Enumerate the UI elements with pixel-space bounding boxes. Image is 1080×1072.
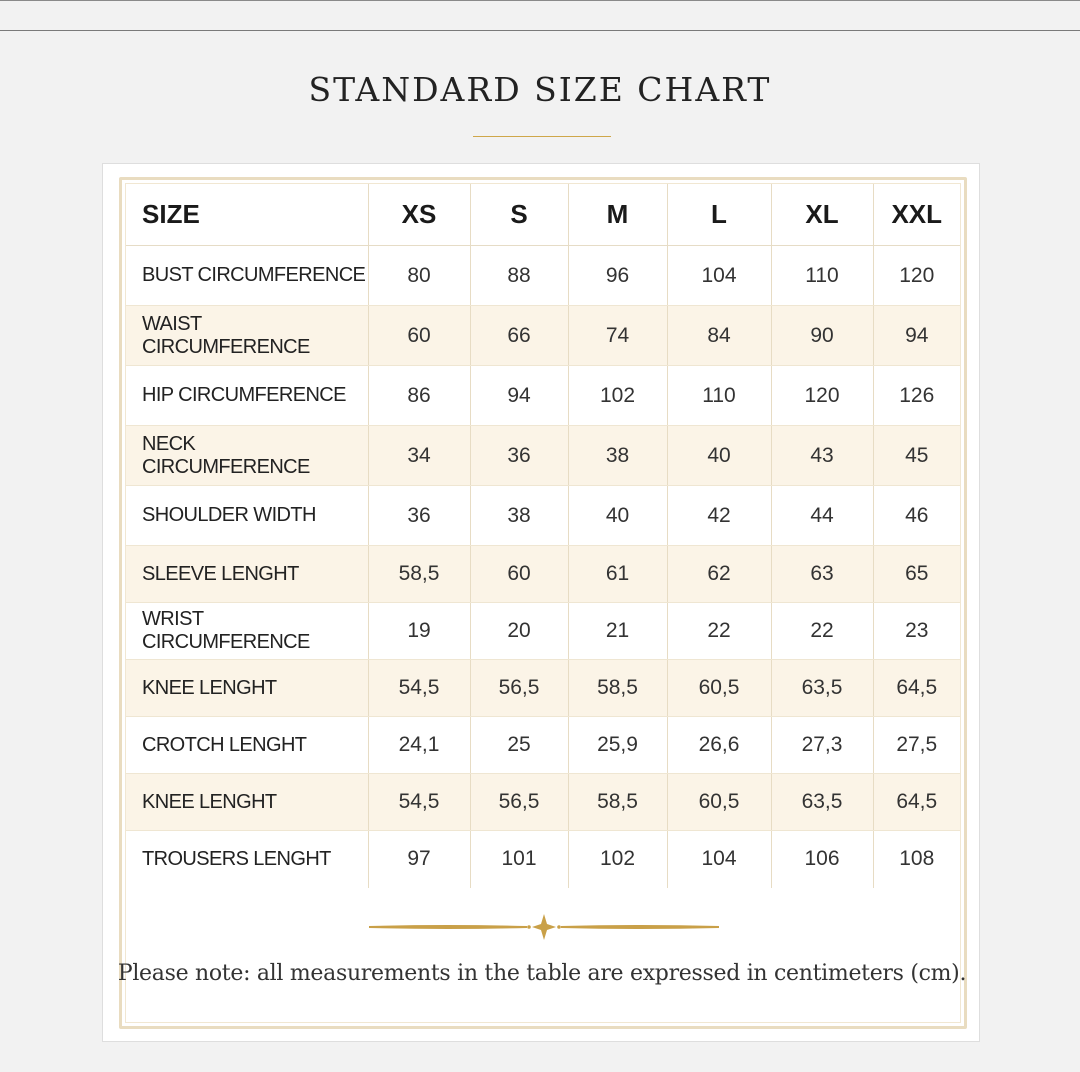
table-cell: 110 xyxy=(667,366,771,426)
table-cell: 43 xyxy=(771,426,873,486)
row-label: WRIST CIRCUMFERENCE xyxy=(126,603,368,660)
table-cell: 22 xyxy=(771,603,873,660)
table-row xyxy=(126,366,960,426)
table-cell: 27,5 xyxy=(873,717,960,774)
table-cell: 60,5 xyxy=(667,774,771,831)
header-l: L xyxy=(667,184,771,246)
table-cell: 104 xyxy=(667,831,771,888)
table-cell: 42 xyxy=(667,486,771,546)
table-cell: 97 xyxy=(368,831,470,888)
table-cell: 44 xyxy=(771,486,873,546)
table-cell: 26,6 xyxy=(667,717,771,774)
table-cell: 60,5 xyxy=(667,660,771,717)
ornament-divider-icon xyxy=(367,911,721,943)
size-chart-card xyxy=(102,163,980,1042)
table-cell: 90 xyxy=(771,306,873,366)
row-label: WAIST CIRCUMFERENCE xyxy=(126,306,368,366)
table-cell: 110 xyxy=(771,246,873,306)
table-cell: 54,5 xyxy=(368,774,470,831)
page-title: STANDARD SIZE CHART xyxy=(308,70,772,109)
table-cell: 64,5 xyxy=(873,660,960,717)
table-row xyxy=(126,603,960,660)
table-cell: 120 xyxy=(873,246,960,306)
header-xs: XS xyxy=(368,184,470,246)
table-cell: 63 xyxy=(771,546,873,603)
top-divider xyxy=(0,0,1080,1)
table-cell: 61 xyxy=(568,546,667,603)
measurement-note: Please note: all measurements in the table are expressed in centimeters (cm). xyxy=(117,961,967,986)
header-xl: XL xyxy=(771,184,873,246)
table-cell: 106 xyxy=(771,831,873,888)
table-cell: 25 xyxy=(470,717,568,774)
row-label: KNEE LENGHT xyxy=(126,774,368,831)
header-divider xyxy=(0,30,1080,31)
row-label: KNEE LENGHT xyxy=(126,660,368,717)
row-label: BUST CIRCUMFERENCE xyxy=(126,246,368,306)
row-label: SLEEVE LENGHT xyxy=(126,546,368,603)
table-cell: 94 xyxy=(470,366,568,426)
row-label: SHOULDER WIDTH xyxy=(126,486,368,546)
table-cell: 96 xyxy=(568,246,667,306)
table-header-row xyxy=(126,184,960,246)
row-label: HIP CIRCUMFERENCE xyxy=(126,366,368,426)
table-cell: 20 xyxy=(470,603,568,660)
header-s: S xyxy=(470,184,568,246)
table-cell: 56,5 xyxy=(470,660,568,717)
table-cell: 64,5 xyxy=(873,774,960,831)
table-cell: 40 xyxy=(667,426,771,486)
table-cell: 88 xyxy=(470,246,568,306)
table-cell: 54,5 xyxy=(368,660,470,717)
table-cell: 38 xyxy=(568,426,667,486)
table-cell: 23 xyxy=(873,603,960,660)
table-cell: 45 xyxy=(873,426,960,486)
table-cell: 36 xyxy=(470,426,568,486)
table-cell: 46 xyxy=(873,486,960,546)
table-cell: 60 xyxy=(470,546,568,603)
table-cell: 58,5 xyxy=(568,774,667,831)
table-row xyxy=(126,486,960,546)
table-cell: 126 xyxy=(873,366,960,426)
table-cell: 80 xyxy=(368,246,470,306)
table-row xyxy=(126,660,960,717)
row-label: TROUSERS LENGHT xyxy=(142,847,331,870)
table-cell: 22 xyxy=(667,603,771,660)
header-size: SIZE xyxy=(126,184,368,246)
table-cell: 86 xyxy=(368,366,470,426)
table-cell: 21 xyxy=(568,603,667,660)
row-label: CROTCH LENGHT xyxy=(126,717,368,774)
table-cell: 25,9 xyxy=(568,717,667,774)
table-row xyxy=(126,717,960,774)
table-cell: 84 xyxy=(667,306,771,366)
table-cell: 27,3 xyxy=(771,717,873,774)
table-cell: 102 xyxy=(568,366,667,426)
table-cell: 24,1 xyxy=(368,717,470,774)
table-cell: 104 xyxy=(667,246,771,306)
header-xxl: XXL xyxy=(873,184,960,246)
table-row xyxy=(126,774,960,831)
row-label: NECK CIRCUMFERENCE xyxy=(126,426,368,486)
table-cell: 62 xyxy=(667,546,771,603)
table-cell: 74 xyxy=(568,306,667,366)
table-cell: 36 xyxy=(368,486,470,546)
table-cell: 120 xyxy=(771,366,873,426)
table-cell: 102 xyxy=(568,831,667,888)
table-cell: 19 xyxy=(368,603,470,660)
table-cell: 101 xyxy=(470,831,568,888)
header-m: M xyxy=(568,184,667,246)
title-underline xyxy=(473,136,611,137)
table-cell: 60 xyxy=(368,306,470,366)
table-row xyxy=(126,546,960,603)
table-cell: 63,5 xyxy=(771,774,873,831)
table-cell: 38 xyxy=(470,486,568,546)
table-cell: 56,5 xyxy=(470,774,568,831)
table-row xyxy=(126,426,960,486)
table-cell: 58,5 xyxy=(368,546,470,603)
table-row xyxy=(126,831,960,888)
size-table xyxy=(126,184,960,888)
table-cell: 108 xyxy=(873,831,960,888)
table-cell: 65 xyxy=(873,546,960,603)
table-row xyxy=(126,246,960,306)
table-cell: 58,5 xyxy=(568,660,667,717)
table-cell: 40 xyxy=(568,486,667,546)
table-cell: 63,5 xyxy=(771,660,873,717)
table-cell: 94 xyxy=(873,306,960,366)
table-row xyxy=(126,306,960,366)
table-cell: 34 xyxy=(368,426,470,486)
table-cell: 66 xyxy=(470,306,568,366)
